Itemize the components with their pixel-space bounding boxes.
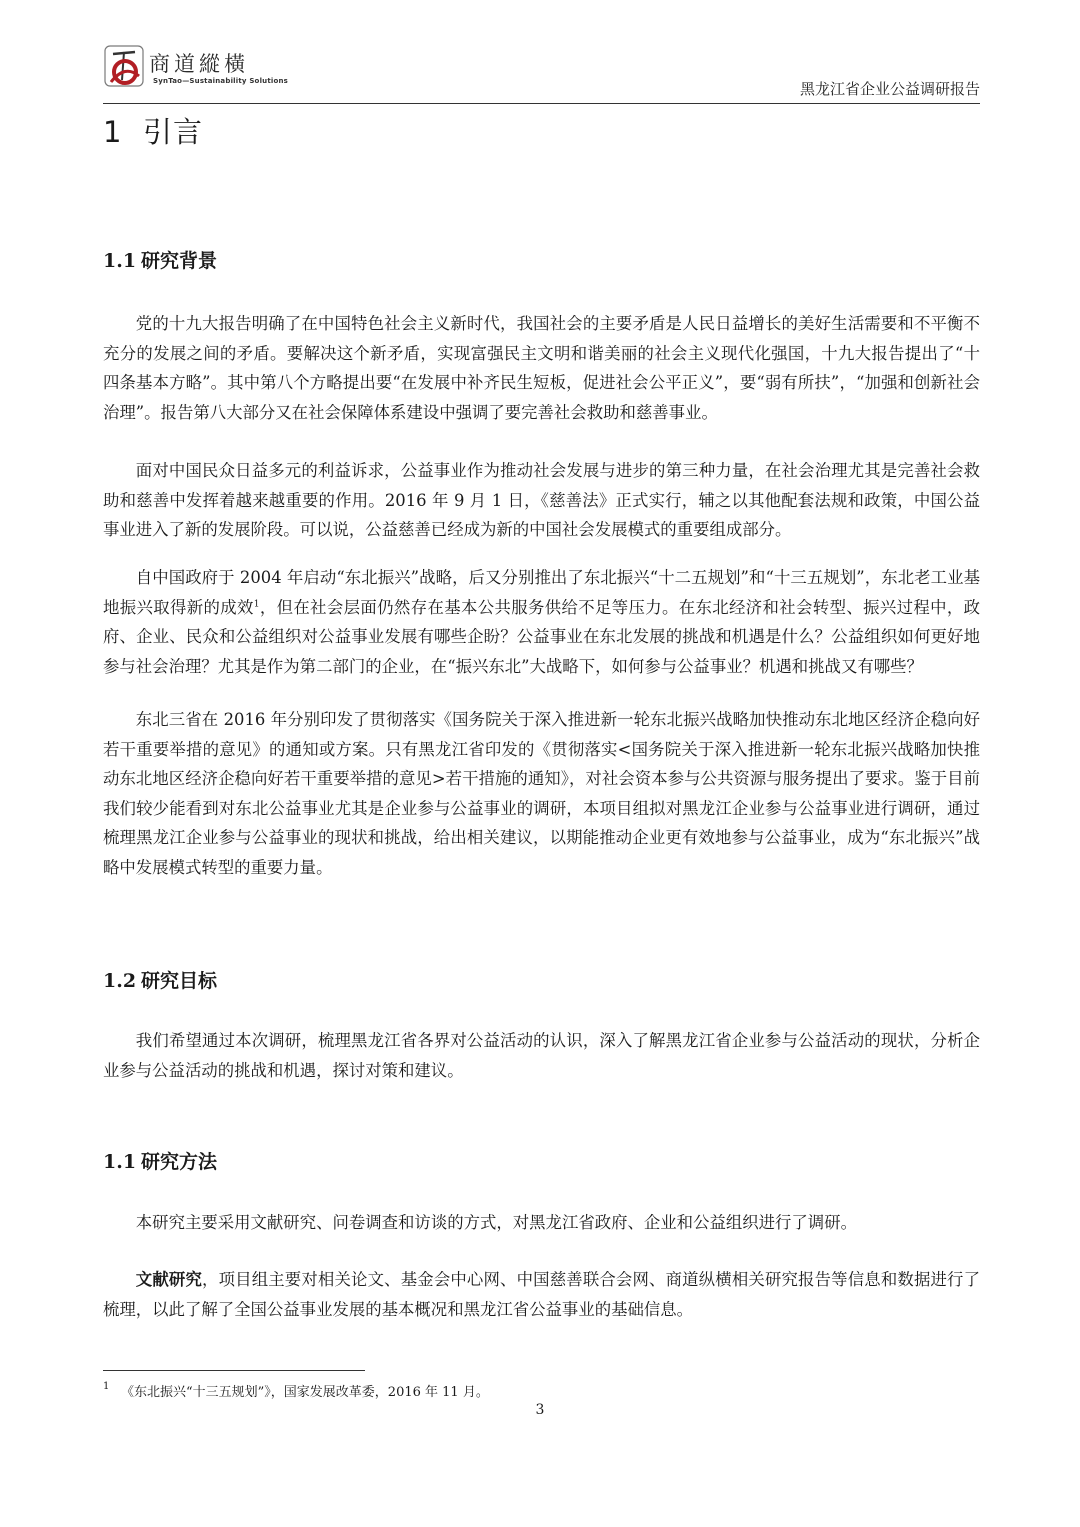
footnote bbox=[103, 1381, 489, 1400]
section-title: 研究背景 bbox=[141, 250, 218, 272]
paragraph bbox=[103, 1265, 980, 1324]
section-title: 研究方法 bbox=[141, 1151, 218, 1173]
section-heading-methods bbox=[103, 1147, 217, 1174]
page-header bbox=[103, 38, 980, 100]
paragraph: 党的十九大报告明确了在中国特色社会主义新时代，我国社会的主要矛盾是人民日益增长的美好生活需要和不平衡不充分的发展之间的矛盾。要解决这个新矛盾，实现富强民主文明和谐美丽的社会主义现代化强国，十九大报告提出了“十四条基本方略”。其中第八个方略提出要“在发展中补齐民生短板，促进社会公平正义”，要“弱有所扶”，“加强和创新社会治理”。报告第八大部分又在社会保障体系建设中强调了要完善社会救助和慈善事业。 bbox=[103, 314, 980, 422]
syntao-logo-icon bbox=[103, 44, 145, 88]
paragraph-lead: 文献研究 bbox=[135, 1270, 203, 1289]
page-number: 3 bbox=[535, 1402, 545, 1418]
running-title: 黑龙江省企业公益调研报告 bbox=[799, 80, 980, 98]
paragraph: 东北三省在 2016 年分别印发了贯彻落实《国务院关于深入推进新一轮东北振兴战略加快推动东北地区经济企稳向好若干重要举措的意见》的通知或方案。只有黑龙江省印发的《贯彻落实<国务院关于深入推进新一轮东北振兴战略加快推动东北地区经济企稳向好若干重要举措的意见>若干措施的通知》，对社会资本参与公共资源与服务提出了要求。鉴于目前我们较少能看到对东北公益事业尤其是企业参与公益事业的调研，本项目组拟对黑龙江企业参与公益事业进行调研，通过梳理黑龙江企业参与公益事业的现状和挑战，给出相关建议，以期能推动企业更有效地参与公益事业，成为“东北振兴”战略中发展模式转型的重要力量。 bbox=[103, 710, 980, 877]
header-divider bbox=[103, 103, 980, 104]
paragraph-text: 自中国政府于 2004 年启动“东北振兴”战略，后又分别推出了东北振兴“十二五规划”和“十三五规划”，东北老工业基地振兴取得新的成效 bbox=[103, 568, 980, 617]
section-heading-background bbox=[103, 246, 217, 273]
logo-chinese-name: 商道縱橫 bbox=[149, 52, 249, 76]
paragraph bbox=[103, 563, 980, 681]
footnote-mark: 1 bbox=[103, 1381, 110, 1392]
paragraph-text: ，项目组主要对相关论文、基金会中心网、中国慈善联合会网、商道纵横相关研究报告等信息和数据进行了梳理，以此了解了全国公益事业发展的基本概况和黑龙江省公益事业的基础信息。 bbox=[103, 1270, 981, 1319]
chapter-number: 1 bbox=[103, 115, 123, 149]
footnote-reference: 1 bbox=[253, 599, 260, 610]
section-title: 研究目标 bbox=[141, 970, 218, 992]
section-heading-objectives bbox=[103, 966, 217, 993]
paragraph: 面对中国民众日益多元的利益诉求，公益事业作为推动社会发展与进步的第三种力量，在社会治理尤其是完善社会救助和慈善中发挥着越来越重要的作用。2016 年 9 月 1 日，《慈善法》正式实行，辅之以其他配套法规和政策，中国公益事业进入了新的发展阶段。可以说，公益慈善已经成为新的中国社会发展模式的重要组成部分。 bbox=[103, 461, 980, 539]
paragraph: 本研究主要采用文献研究、问卷调查和访谈的方式，对黑龙江省政府、企业和公益组织进行了调研。 bbox=[135, 1213, 857, 1232]
chapter-title bbox=[103, 110, 203, 151]
section-number: 1.1 bbox=[103, 1151, 137, 1173]
logo-english-name: SynTao—Sustainability Solutions bbox=[153, 77, 289, 85]
footnote-text: 《东北振兴“十三五规划”》，国家发展改革委，2016 年 11 月。 bbox=[121, 1385, 489, 1400]
section-number: 1.1 bbox=[103, 250, 137, 272]
chapter-heading: 引言 bbox=[143, 115, 204, 149]
section-number: 1.2 bbox=[103, 970, 137, 992]
paragraph: 我们希望通过本次调研，梳理黑龙江省各界对公益活动的认识，深入了解黑龙江省企业参与公益活动的现状，分析企业参与公益活动的挑战和机遇，探讨对策和建议。 bbox=[103, 1031, 980, 1080]
paragraph-text: ，但在社会层面仍然存在基本公共服务供给不足等压力。在东北经济和社会转型、振兴过程中，政府、企业、民众和公益组织对公益事业发展有哪些企盼？公益事业在东北发展的挑战和机遇是什么？公益组织如何更好地参与社会治理？尤其是作为第二部门的企业，在“振兴东北”大战略下，如何参与公益事业？机遇和挑战又有哪些？ bbox=[103, 597, 980, 676]
footnote-divider bbox=[103, 1370, 365, 1371]
